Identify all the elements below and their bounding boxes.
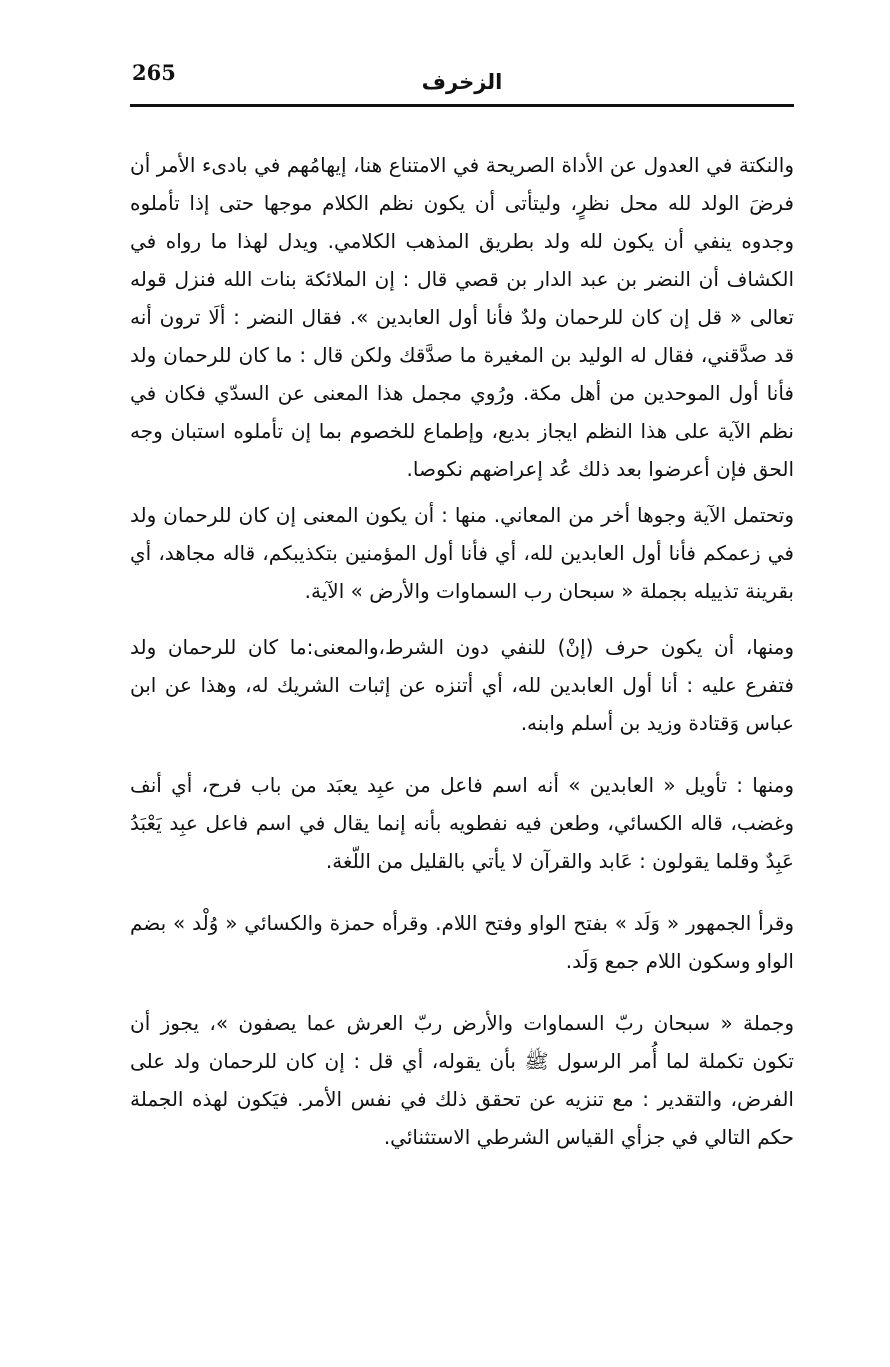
page-header bbox=[130, 52, 794, 104]
paragraph: وجملة « سبحان ربّ السماوات والأرض ربّ العرش عما يصفون »، يجوز أن تكون تكملة لما أُمر الرسول ﷺ بأن يقوله، أي قل : إن كان للرحمان ولد على الفرض، والتقدير : مع تنزيه عن تحقق ذلك في نفس الأمر. فيَكون لهذه الجملة حكم التالي في جزأي القياس الشرطي الاستثنائي. bbox=[130, 1011, 794, 1149]
running-title: الزخرف bbox=[421, 70, 503, 94]
paragraph: والنكتة في العدول عن الأداة الصريحة في الامتناع هنا، إيهامُهم في بادىء الأمر أن فرضَ الولد لله محل نظرٍ، وليتأتى أن يكون نظم الكلام موجها حتى إذا تأملوه وجدوه ينفي أن يكون لله ولد بطريق المذهب الكلامي. ويدل لهذا ما رواه في الكشاف أن النضر بن عبد الدار بن قصي قال : إن الملائكة بنات الله فنزل قوله تعالى « قل إن كان للرحمان ولدٌ فأنا أول العابدين ». فقال النضر : ألَا ترون أنه قد صدَّقني، فقال له الوليد بن المغيرة ما صدَّقك ولكن قال : ما كان للرحمان ولد فأنا أول الموحدين من أهل مكة. ورُوي مجمل هذا المعنى عن السدّي فكان في نظم الآية على هذا النظم ايجاز بديع، وإطماع للخصوم بما إن تأملوه استبان وجه الحق فإن أعرضوا بعد ذلك عُد إعراضهم نكوصا. bbox=[130, 153, 794, 481]
paragraph: وتحتمل الآية وجوها أخر من المعاني. منها : أن يكون المعنى إن كان للرحمان ولد في زعمكم فأنا أول العابدين لله، أي فأنا أول المؤمنين بتكذيبكم، قاله مجاهد، أي بقرينة تذييله بجملة « سبحان رب السماوات والأرض » الآية. bbox=[130, 503, 794, 603]
body-text bbox=[130, 146, 794, 1156]
page-number: 265 bbox=[132, 60, 176, 85]
paragraph: ومنها : تأويل « العابدين » أنه اسم فاعل من عبِد يعبَد من باب فرح، أي أنف وغضب، قاله الكسائي، وطعن فيه نفطويه بأنه إنما يقال في اسم فاعل عبِد يَعْبَدُ عَبِدٌ وقلما يقولون : عَابد والقرآن لا يأتي بالقليل من اللّغة. bbox=[130, 773, 794, 873]
paragraph: وقرأ الجمهور « وَلَد » بفتح الواو وفتح اللام. وقرأه حمزة والكسائي « وُلْد » بضم الواو وسكون اللام جمع وَلَد. bbox=[130, 911, 794, 973]
header-rule bbox=[130, 104, 794, 107]
paragraph: ومنها، أن يكون حرف (إنْ) للنفي دون الشرط،والمعنى:ما كان للرحمان ولد فتفرع عليه : أنا أول العابدين لله، أي أتنزه عن إثبات الشريك له، وهذا عن ابن عباس وَقتادة وزيد بن أسلم وابنه. bbox=[130, 635, 794, 735]
